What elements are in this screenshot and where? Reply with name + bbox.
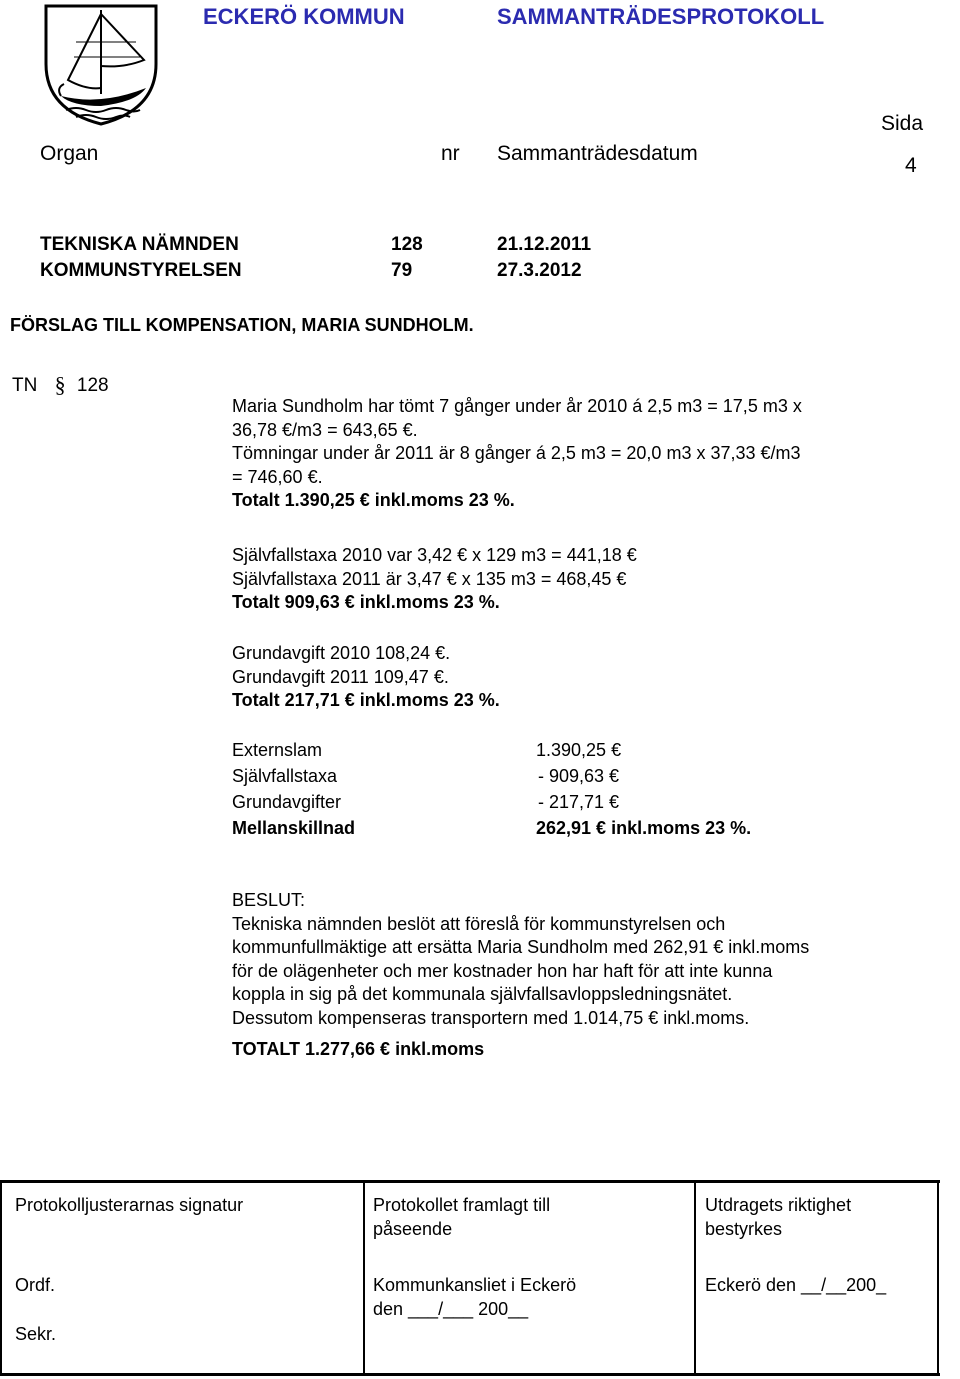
summary-label: Självfallstaxa	[232, 766, 338, 786]
paragraph-symbol: §	[54, 372, 66, 397]
text-line: = 746,60 €.	[232, 466, 323, 487]
text-line: Tömningar under år 2011 är 8 gånger á 2,5 m3 = 20,0 m3 x 37,33 €/m3	[232, 443, 801, 463]
certification-title-line: Utdragets riktighet	[705, 1195, 852, 1215]
display-place-line: Kommunkansliet i Eckerö	[373, 1275, 577, 1295]
footer-divider	[363, 1183, 365, 1373]
display-title	[373, 1193, 550, 1241]
summary-value: 262,91 € inkl.moms 23 %.	[536, 818, 752, 838]
footer-divider	[937, 1183, 939, 1373]
summary-label: Mellanskillnad	[232, 818, 356, 838]
subtotal-line: Totalt 217,71 € inkl.moms 23 %.	[232, 690, 500, 710]
organ-label: Organ	[40, 142, 99, 165]
chair-label: Ordf.	[15, 1275, 56, 1295]
organ-date: 21.12.2011	[497, 234, 592, 255]
subtotal-line: Totalt 1.390,25 € inkl.moms 23 %.	[232, 490, 515, 510]
text-line: för de olägenheter och mer kostnader hon har haft för att inte kunna	[232, 960, 773, 981]
signature-title: Protokolljusterarnas signatur	[15, 1195, 244, 1215]
summary-value: 1.390,25 €	[536, 740, 622, 760]
display-title-line: Protokollet framlagt till	[373, 1195, 551, 1215]
organ-name: KOMMUNSTYRELSEN	[40, 260, 242, 281]
summary-label: Externslam	[232, 740, 323, 760]
organ-date: 27.3.2012	[497, 260, 582, 281]
footer-divider	[694, 1183, 696, 1373]
text-line: koppla in sig på det kommunala självfallsavloppsledningsnätet.	[232, 984, 733, 1004]
certification-title-line: bestyrkes	[705, 1219, 783, 1239]
page-label: Sida	[881, 112, 924, 135]
organ-nr: 79	[391, 260, 413, 281]
summary-value: - 909,63 €	[538, 766, 620, 786]
base-fee-block	[232, 642, 500, 713]
text-line: Självfallstaxa 2010 var 3,42 € x 129 m3 = 441,18 €	[232, 545, 637, 565]
document-type: SAMMANTRÄDESPROTOKOLL	[497, 4, 825, 29]
organ-name: TEKNISKA NÄMNDEN	[40, 234, 239, 255]
grand-total: TOTALT 1.277,66 € inkl.moms	[232, 1039, 485, 1059]
text-line: Tekniska nämnden beslöt att föreslå för kommunstyrelsen och	[232, 913, 726, 934]
display-place	[373, 1273, 576, 1321]
text-line: Grundavgift 2011 109,47 €.	[232, 666, 449, 687]
footer-top-border	[0, 1180, 940, 1183]
footer-divider	[0, 1183, 2, 1373]
text-line: 36,78 €/m3 = 643,65 €.	[232, 419, 418, 440]
text-line: Självfallstaxa 2011 är 3,47 € x 135 m3 = 468,45 €	[232, 568, 627, 589]
subtotal-line: Totalt 909,63 € inkl.moms 23 %.	[232, 592, 500, 612]
section-prefix: TN	[12, 375, 38, 396]
waste-fee-block	[232, 544, 637, 615]
document-heading: FÖRSLAG TILL KOMPENSATION, MARIA SUNDHOLM.	[10, 315, 474, 335]
display-date-line: den ___/___ 200__	[373, 1299, 529, 1319]
date-label: Sammanträdesdatum	[497, 142, 698, 165]
summary-label: Grundavgifter	[232, 792, 342, 812]
text-line: Dessutom kompenseras transportern med 1.014,75 € inkl.moms.	[232, 1007, 750, 1028]
text-line: kommunfullmäktige att ersätta Maria Sundholm med 262,91 € inkl.moms	[232, 937, 810, 957]
municipality-crest-icon	[6, 2, 166, 127]
text-line: Grundavgift 2010 108,24 €.	[232, 643, 451, 663]
nr-label: nr	[441, 142, 460, 165]
footer-bottom-border	[0, 1373, 940, 1376]
section-reference	[12, 372, 109, 398]
organ-nr: 128	[391, 234, 423, 255]
summary-value: - 217,71 €	[538, 792, 620, 812]
page-number: 4	[905, 154, 917, 177]
decision-label: BESLUT:	[232, 890, 306, 910]
municipality-name: ECKERÖ KOMMUN	[203, 4, 405, 29]
secretary-label: Sekr.	[15, 1324, 57, 1344]
certification-place-date: Eckerö den __/__200_	[705, 1275, 887, 1295]
certification-title	[705, 1193, 851, 1241]
section-number: 128	[76, 375, 109, 396]
decision-block	[232, 889, 809, 1062]
display-title-line: påseende	[373, 1219, 453, 1239]
text-line: Maria Sundholm har tömt 7 gånger under år 2010 á 2,5 m3 = 17,5 m3 x	[232, 396, 802, 416]
emptying-block	[232, 395, 802, 513]
